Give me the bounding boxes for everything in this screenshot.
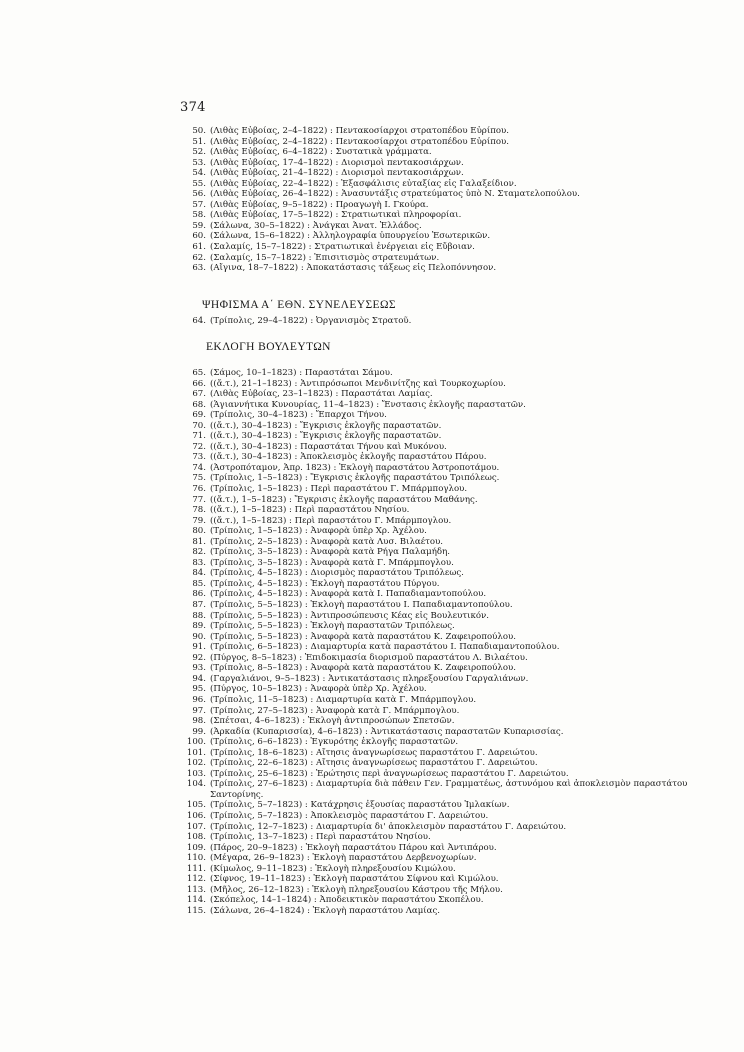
entry-row [186, 431, 726, 442]
section-heading-decree: ΨΗΦΙΣΜΑ Α΄ ΕΘΝ. ΣΥΝΕΛΕΥΣΕΩΣ [202, 299, 397, 311]
entry-number: 90. [192, 631, 206, 642]
entry-row [186, 200, 726, 211]
entry-row [186, 505, 726, 516]
entry-row [186, 800, 726, 811]
entry-number: 113. [186, 884, 206, 895]
entry-row [186, 600, 726, 611]
entry-row [186, 589, 726, 600]
entry-number: 95. [192, 684, 206, 695]
entry-number: 85. [192, 578, 206, 589]
entry-text: (Τρίπολις, 1–5–1823) : Ἀναφορὰ ὑπὲρ Χρ. Ἀχέλου. [210, 526, 427, 537]
entry-text: ((ἄ.τ.), 30–4–1823) : Ἀποκλεισμὸς ἐκλογῆς παραστάτου Πάρου. [210, 452, 487, 463]
entry-number: 110. [186, 853, 206, 864]
entry-row [186, 874, 726, 885]
entry-row [186, 706, 726, 717]
entry-row [186, 674, 726, 685]
entry-number: 53. [192, 157, 206, 168]
entry-row [186, 779, 726, 800]
entry-text: (Λιθὰς Εὐβοίας, 9–5–1822) : Προαγωγὴ Ι. Γκούρα. [210, 199, 429, 210]
entry-number: 76. [192, 484, 206, 495]
entry-number: 111. [186, 863, 206, 874]
entry-text: (Σίφνος, 19–11–1823) : Ἐκλογὴ παραστάτου Σίφνου καὶ Κιμώλου. [210, 874, 499, 885]
entry-row [186, 621, 726, 632]
entry-text: (Πάρος, 20–9–1823) : Ἐκλογὴ παραστάτου Πάρου καὶ Ἀντιπάρου. [210, 842, 497, 853]
page-number: 374 [180, 100, 206, 115]
entry-text: (Τρίπολις, 6–6–1823) : Ἐγκυρότης ἐκλογῆς παραστατῶν. [210, 737, 459, 748]
entry-row [186, 484, 726, 495]
entry-list-section-a [186, 126, 726, 274]
entry-row [186, 126, 726, 137]
entry-row [186, 221, 726, 232]
entry-row [186, 632, 726, 643]
entry-number: 71. [192, 431, 206, 442]
entry-number: 56. [192, 189, 206, 200]
entry-row [186, 473, 726, 484]
section-heading-election: ΕΚΛΟΓΗ ΒΟΥΛΕΥΤΩΝ [206, 341, 331, 353]
entry-text: ((ἄ.τ.), 1–5–1823) : Περὶ παραστάτου Νησίου. [210, 505, 410, 516]
entry-number: 60. [192, 231, 206, 242]
entry-row [186, 147, 726, 158]
entry-number: 106. [186, 810, 206, 821]
entry-number: 66. [192, 378, 206, 389]
entry-row [186, 442, 726, 453]
entry-number: 81. [192, 536, 206, 547]
entry-row [186, 895, 726, 906]
entry-text: (Τρίπολις, 5–5–1823) : Ἀναφορὰ κατὰ παραστάτου Κ. Ζαφειροπούλου. [210, 631, 516, 642]
entry-text: (Τρίπολις, 12–7–1823) : Διαμαρτυρία δι' ἀποκλεισμὸν παραστάτου Γ. Δαρειώτου. [210, 821, 567, 832]
entry-row [186, 885, 726, 896]
entry-row [186, 579, 726, 590]
entry-row [186, 400, 726, 411]
entry-row [186, 758, 726, 769]
entry-text: (Σάλωνα, 30–5–1822) : Ἀνάγκαι Ἀνατ. Ἑλλάδος. [210, 220, 422, 231]
entry-number: 87. [192, 600, 206, 611]
entry-number: 80. [192, 526, 206, 537]
entry-row [186, 811, 726, 822]
entry-text: (Λιθὰς Εὐβοίας, 2–4–1822) : Πεντακοσίαρχοι στρατοπέδου Εὐρίπου. [210, 126, 510, 136]
entry-number: 104. [186, 779, 206, 790]
entry-number: 96. [192, 694, 206, 705]
entry-text: (Μῆλος, 26–12–1823) : Ἐκλογὴ πληρεξουσίου Κάστρου τῆς Μήλου. [210, 884, 503, 895]
entry-number: 79. [192, 515, 206, 526]
entry-text: (Τρίπολις, 13–7–1823) : Περὶ παραστάτου Νησίου. [210, 832, 431, 843]
entry-text: (Τρίπολις, 2–5–1823) : Ἀναφορὰ κατὰ Λυσ. Βιλαέτου. [210, 536, 444, 547]
entry-row [186, 663, 726, 674]
entry-text: (Τρίπολις, 5–7–1823) : Κατάχρησις ἐξουσίας παραστάτου Ἰμλακίων. [210, 800, 510, 811]
entry-number: 112. [186, 874, 206, 885]
entry-row [186, 769, 726, 780]
entry-number: 65. [192, 368, 206, 378]
entry-text: ((ἄ.τ.), 21–1–1823) : Ἀντιπρόσωποι Μενδινίτζης καὶ Τουρκοχωρίου. [210, 378, 506, 389]
entry-text: (Λιθὰς Εὐβοίας, 2–4–1822) : Πεντακοσίαρχοι στρατοπέδου Εὐρίπου. [210, 136, 510, 147]
entry-text: (Σαλαμίς, 15–7–1822) : Ἐπισιτισμὸς στρατευμάτων. [210, 252, 440, 263]
entry-text: (Τρίπολις, 5–7–1823) : Ἀποκλεισμὸς παραστάτου Γ. Δαρειώτου. [210, 810, 489, 821]
entry-row [186, 526, 726, 537]
entry-row [186, 537, 726, 548]
entry-number: 64. [192, 316, 206, 326]
entry-number: 93. [192, 663, 206, 674]
entry-number: 68. [192, 399, 206, 410]
entry-text: (Λιθὰς Εὐβοίας, 26–4–1822) : Ἀνασυντάξις στρατεύματος ὑπὸ Ν. Σταματελοπούλου. [210, 189, 580, 200]
entry-row [186, 452, 726, 463]
entry-row [186, 368, 726, 379]
entry-number: 98. [192, 716, 206, 727]
election-entry-list [186, 368, 726, 916]
entry-row [186, 263, 726, 274]
entry-text: ((ἄ.τ.), 30–4–1823) : Ἔγκρισις ἐκλογῆς παραστατῶν. [210, 420, 442, 431]
entry-number: 100. [186, 737, 206, 748]
entry-number: 73. [192, 452, 206, 463]
entry-text: ((ἄ.τ.), 30–4–1823) : Ἔγκρισις ἐκλογῆς παραστατῶν. [210, 431, 442, 442]
entry-row [186, 568, 726, 579]
entry-text: (Λιθὰς Εὐβοίας, 17–5–1822) : Στρατιωτικαὶ πληροφορίαι. [210, 210, 462, 221]
entry-row [186, 189, 726, 200]
entry-row [186, 463, 726, 474]
entry-number: 99. [192, 726, 206, 737]
entry-row [186, 231, 726, 242]
entry-text: (Τρίπολις, 8–5–1823) : Ἀναφορὰ κατὰ παραστάτου Κ. Ζαφειροπούλου. [210, 663, 516, 674]
entry-row [186, 853, 726, 864]
entry-text: (Σαλαμίς, 15–7–1822) : Στρατιωτικαὶ ἐνέργειαι εἰς Εὔβοιαν. [210, 242, 475, 253]
entry-text: (Τρίπολις, 5–5–1823) : Ἐκλογὴ παραστάτου Ι. Παπαδιαμαντοπούλου. [210, 600, 513, 611]
entry-text: (Λιθὰς Εὐβοίας, 6–4–1822) : Συστατικὰ γράμματα. [210, 147, 432, 158]
entry-number: 108. [186, 832, 206, 843]
entry-number: 63. [192, 263, 206, 274]
entry-row [186, 653, 726, 664]
entry-text: (Τρίπολις, 4–5–1823) : Διορισμὸς παραστάτου Τριπόλεως. [210, 568, 464, 579]
entry-number: 74. [192, 462, 206, 473]
entry-text: (Σάλωνα, 15–6–1822) : Ἀλληλογραφία ὑπουργείου Ἐσωτερικῶν. [210, 231, 491, 242]
entry-text: (Τρίπολις, 1–5–1823) : Περὶ παραστάτου Γ. Μπάρμπογλου. [210, 484, 468, 495]
entry-text: (Αἴγινα, 18–7–1822) : Ἀποκατάστασις τάξεως εἰς Πελοπόννησον. [210, 263, 497, 274]
entry-row [186, 495, 726, 506]
entry-number: 92. [192, 652, 206, 663]
entry-text: (Ἀστροπόταμον, Ἀπρ. 1823) : Ἐκλογὴ παραστάτου Ἀστροποτάμου. [210, 462, 500, 473]
entry-row [186, 864, 726, 875]
entry-row [186, 379, 726, 390]
entry-text: (Τρίπολις, 25–6–1823) : Ἐρώτησις περὶ ἀναγνωρίσεως παραστάτου Γ. Δαρειώτου. [210, 768, 569, 779]
entry-text: ((ἄ.τ.), 1–5–1823) : Περὶ παραστάτου Γ. Μπάρμπογλου. [210, 515, 452, 526]
entry-number: 97. [192, 705, 206, 716]
entry-text: (Τρίπολις, 4–5–1823) : Ἐκλογὴ παραστάτου Πύργου. [210, 578, 440, 589]
entry-text: (Ἀρκαδία (Κυπαρισσία), 4–6–1823) : Ἀντικατάστασις παραστατῶν Κυπαρισσίας. [210, 726, 564, 737]
entry-number: 107. [186, 821, 206, 832]
entry-number: 54. [192, 168, 206, 179]
entry-row [186, 389, 726, 400]
entry-number: 75. [192, 473, 206, 484]
entry-text: (Λιθὰς Εὐβοίας, 23–1–1823) : Παραστάται Λαμίας. [210, 389, 433, 400]
decree-entry-list [186, 316, 726, 327]
entry-text: (Τρίπολις, 5–5–1823) : Ἀντιπροσώπευσις Κέας εἰς Βουλευτικόν. [210, 610, 489, 621]
decree-section [186, 297, 726, 327]
entry-text: (Κίμωλος, 9–11–1823) : Ἐκλογὴ πληρεξουσίου Κιμώλου. [210, 863, 456, 874]
entry-text: (Σάμος, 10–1–1823) : Παραστάται Σάμου. [210, 368, 393, 378]
entry-number: 115. [186, 905, 206, 916]
entry-row [186, 822, 726, 833]
entry-text: (Σκόπελος, 14–1–1824) : Ἀποδεικτικὸν παραστάτου Σκοπέλου. [210, 895, 484, 906]
entry-row [186, 748, 726, 759]
entry-number: 88. [192, 610, 206, 621]
entry-number: 102. [186, 758, 206, 769]
entry-row [186, 832, 726, 843]
entry-text: (Τρίπολις, 3–5–1823) : Ἀναφορὰ κατὰ Ρήγα Παλαμήδη. [210, 547, 450, 558]
election-section [186, 339, 726, 916]
entry-text: (Λιθὰς Εὐβοίας, 21–4–1822) : Διορισμοὶ πεντακοσιάρχων. [210, 168, 464, 179]
entry-row [186, 737, 726, 748]
entry-number: 86. [192, 589, 206, 600]
entry-text: (Τρίπολις, 4–5–1823) : Ἀναφορὰ κατὰ Ι. Παπαδιαμαντοπούλου. [210, 589, 487, 600]
entry-row [186, 253, 726, 264]
entry-text: (Τρίπολις, 1–5–1823) : Ἔγκρισις ἐκλογῆς παραστάτου Τριπόλεως. [210, 473, 500, 484]
entry-number: 51. [192, 136, 206, 147]
entry-row [186, 684, 726, 695]
entry-text: (Σπέτσαι, 4–6–1823) : Ἐκλογὴ ἀντιπροσώπων Σπετσῶν. [210, 716, 455, 727]
entry-number: 84. [192, 568, 206, 579]
entry-number: 105. [186, 800, 206, 811]
entry-text: (Πύργος, 10–5–1823) : Ἀναφορὰ ὑπὲρ Χρ. Ἀχέλου. [210, 684, 427, 695]
entry-number: 70. [192, 420, 206, 431]
entry-text: (Γαργαλιάνοι, 9–5–1823) : Ἀντικατάστασις πληρεξουσίου Γαργαλιάνων. [210, 673, 529, 684]
entry-text: (Τρίπολις, 27–6–1823) : Διαμαρτυρία διὰ πάθειν Γεν. Γραμματέως, ἀστυνόμου καὶ ἀποκλεισμὸν παραστάτου Σαντορίνης. [210, 779, 688, 800]
entry-text: (Τρίπολις, 11–5–1823) : Διαμαρτυρία κατὰ Γ. Μπάρμπογλου. [210, 694, 477, 705]
entry-number: 52. [192, 147, 206, 158]
entry-number: 78. [192, 505, 206, 516]
entry-number: 57. [192, 199, 206, 210]
entry-number: 55. [192, 178, 206, 189]
entry-row [186, 210, 726, 221]
entry-row [186, 137, 726, 148]
entry-text: (Τρίπολις, 3–5–1823) : Ἀναφορὰ κατὰ Γ. Μπάρμπογλου. [210, 557, 454, 568]
entry-number: 72. [192, 441, 206, 452]
entry-row [186, 516, 726, 527]
entry-number: 89. [192, 621, 206, 632]
entry-number: 91. [192, 642, 206, 653]
entry-row [186, 611, 726, 622]
entry-number: 109. [186, 842, 206, 853]
entry-number: 62. [192, 252, 206, 263]
entry-text: (Τρίπολις, 6–5–1823) : Διαμαρτυρία κατὰ παραστάτου Ι. Παπαδιαμαντοπούλου. [210, 642, 560, 653]
entry-row [186, 410, 726, 421]
entry-text: ((ἄ.τ.), 30–4–1823) : Παραστάται Τήνου καὶ Μυκόνου. [210, 441, 447, 452]
entry-text: (Τρίπολις, 5–5–1823) : Ἐκλογὴ παραστατῶν Τριπόλεως. [210, 621, 455, 632]
entry-text: (Τρίπολις, 29–4–1822) : Ὀργανισμὸς Στρατοῦ. [210, 316, 412, 326]
entry-text: (Πύργος, 8–5–1823) : Ἐπιδοκιμασία διορισμοῦ παραστάτου Λ. Βιλαέτου. [210, 652, 528, 663]
entry-number: 69. [192, 410, 206, 421]
entry-row [186, 421, 726, 432]
entry-row [186, 558, 726, 569]
entry-row [186, 179, 726, 190]
entry-number: 114. [186, 895, 206, 906]
entry-number: 67. [192, 389, 206, 400]
entry-number: 50. [192, 126, 206, 136]
entry-number: 77. [192, 494, 206, 505]
entry-text: (Λιθὰς Εὐβοίας, 17–4–1822) : Διορισμοὶ πεντακοσιάρχων. [210, 157, 464, 168]
entry-number: 82. [192, 547, 206, 558]
entry-row [186, 695, 726, 706]
entry-row [186, 642, 726, 653]
entry-number: 101. [186, 747, 206, 758]
entry-row [186, 242, 726, 253]
entry-row [186, 716, 726, 727]
entry-number: 58. [192, 210, 206, 221]
entry-text: (Τρίπολις, 22–6–1823) : Αἴτησις ἀναγνωρίσεως παραστάτου Γ. Δαρειώτου. [210, 758, 538, 769]
entry-row [186, 727, 726, 738]
entry-text: (Λιθὰς Εὐβοίας, 22–4–1822) : Ἐξασφάλισις εὐταξίας εἰς Γαλαξείδιον. [210, 178, 517, 189]
entry-number: 103. [186, 768, 206, 779]
entry-text: (Τρίπολις, 18–6–1823) : Αἴτησις ἀναγνωρίσεως παραστάτου Γ. Δαρειώτου. [210, 747, 538, 758]
entry-text: (Τρίπολις, 30–4–1823) : Ἔπαρχοι Τήνου. [210, 410, 387, 421]
entry-row [186, 158, 726, 169]
entry-text: (Σάλωνα, 26–4–1824) : Ἐκλογὴ παραστάτου Λαμίας. [210, 905, 441, 916]
entry-number: 83. [192, 557, 206, 568]
entry-row [186, 547, 726, 558]
entry-number: 59. [192, 220, 206, 231]
entry-number: 94. [192, 673, 206, 684]
entry-number: 61. [192, 242, 206, 253]
entry-row [186, 168, 726, 179]
entry-text: (Τρίπολις, 27–5–1823) : Ἀναφορὰ κατὰ Γ. Μπάρμπογλου. [210, 705, 460, 716]
entry-row [186, 843, 726, 854]
entry-text: (Ἁγιαννήτικα Κυνουρίας, 11–4–1823) : Ἔνστασις ἐκλογῆς παραστατῶν. [210, 399, 526, 410]
entry-text: ((ἄ.τ.), 1–5–1823) : Ἔγκρισις ἐκλογῆς παραστάτου Μαθάνης. [210, 494, 478, 505]
entry-text: (Μέγαρα, 26–9–1823) : Ἐκλογὴ παραστάτου Δερβενοχωρίων. [210, 853, 477, 864]
entry-row [186, 316, 726, 327]
entry-row [186, 906, 726, 917]
